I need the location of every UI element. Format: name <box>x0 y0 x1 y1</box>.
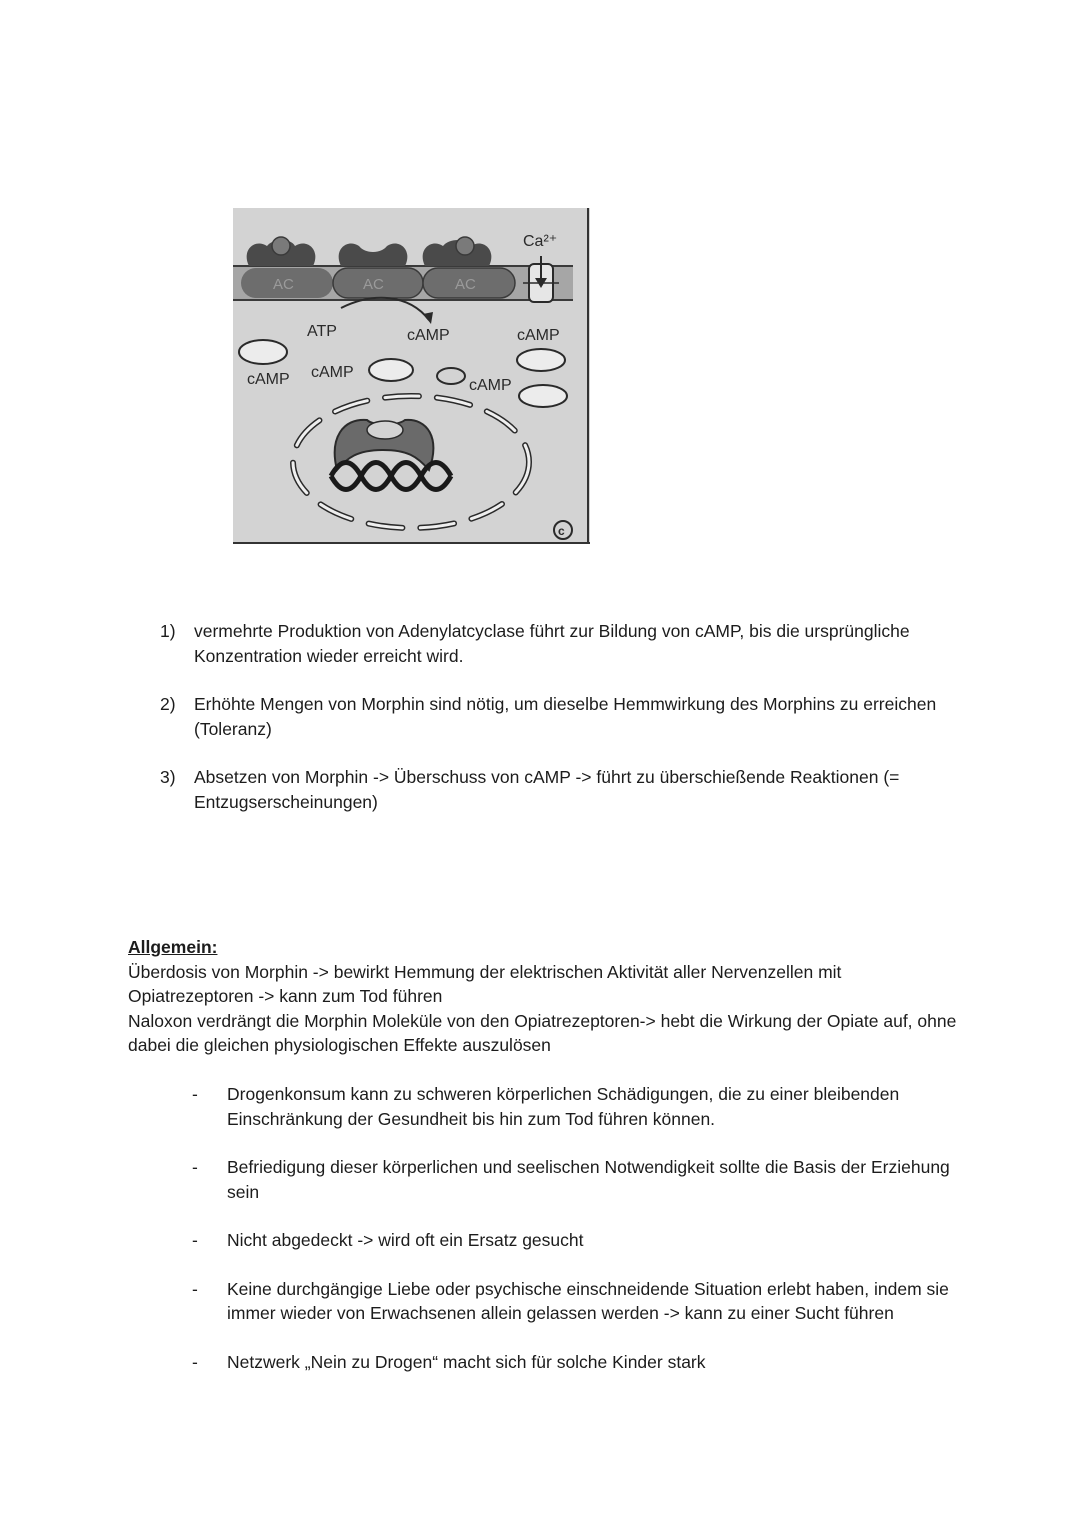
adenylate-cyclase-1 <box>241 268 333 298</box>
ac-label-3: AC <box>455 276 476 293</box>
ac-label-1: AC <box>273 276 294 293</box>
camp-label-left: cAMP <box>247 371 290 388</box>
bullet-text: Netzwerk „Nein zu Drogen“ macht sich für solche Kinder stark <box>227 1351 706 1372</box>
dash-marker: - <box>192 1230 198 1250</box>
item-number: 3) <box>160 767 176 787</box>
item-text: Erhöhte Mengen von Morphin sind nötig, um dieselbe Hemmwirkung des Morphins zu erreichen (Toleranz) <box>194 694 937 739</box>
bullet-text: Keine durchgängige Liebe oder psychische einschneidende Situation erlebt haben, indem sie immer wieder von Erwachsenen allein gelassen werden -> kann zu einer Sucht führen <box>227 1278 949 1323</box>
calcium-label: Ca²⁺ <box>523 233 558 250</box>
bullet-item-1 <box>192 1082 962 1131</box>
camp-oval-right-2 <box>519 385 567 407</box>
camp-label-right: cAMP <box>469 377 512 394</box>
dash-marker: - <box>192 1084 198 1104</box>
bullet-text: Nicht abgedeckt -> wird oft ein Ersatz gesucht <box>227 1230 584 1250</box>
dash-marker: - <box>192 1157 198 1177</box>
bullet-text: Drogenkonsum kann zu schweren körperlichen Schädigungen, die zu einer bleibenden Einschränkung der Gesundheit bis hin zum Tod führen können. <box>227 1084 900 1129</box>
adenylate-cyclase-2 <box>333 268 423 298</box>
atp-label: ATP <box>307 323 337 340</box>
dash-marker: - <box>192 1278 198 1299</box>
bullet-item-5 <box>192 1350 962 1375</box>
general-section <box>128 935 958 1058</box>
bullet-item-3 <box>192 1228 962 1253</box>
adenylate-cyclase-3 <box>423 268 515 298</box>
numbered-item-2 <box>160 692 960 741</box>
camp-label-top-right: cAMP <box>517 327 560 344</box>
item-number: 1) <box>160 621 176 641</box>
copyright-letter: c <box>558 524 565 538</box>
camp-label-top-mid: cAMP <box>407 327 450 344</box>
item-text: Absetzen von Morphin -> Überschuss von cAMP -> führt zu überschießende Reaktionen (= Entzugserscheinungen) <box>194 767 900 812</box>
general-paragraph-1: Überdosis von Morphin -> bewirkt Hemmung der elektrischen Aktivität aller Nervenzellen mit Opiatrezeptoren -> kann zum Tod führen <box>128 961 842 1006</box>
camp-oval-right-1 <box>517 349 565 371</box>
camp-label-mid: cAMP <box>311 364 354 381</box>
dash-marker: - <box>192 1351 198 1372</box>
numbered-explanation-list <box>160 619 960 838</box>
ac-label-2: AC <box>363 276 384 293</box>
item-text: vermehrte Produktion von Adenylatcyclase führt zur Bildung von cAMP, bis die ursprüngliche Konzentration wieder erreicht wird. <box>194 621 910 666</box>
camp-oval-left <box>239 340 287 364</box>
bullet-item-4 <box>192 1277 962 1326</box>
numbered-item-3 <box>160 765 960 814</box>
section-heading: Allgemein: <box>128 937 218 957</box>
numbered-item-1 <box>160 619 960 668</box>
bullet-text: Befriedigung dieser körperlichen und seelischen Notwendigkeit sollte die Basis der Erziehung sein <box>227 1157 950 1202</box>
camp-cell-diagram <box>233 208 590 544</box>
item-number: 2) <box>160 694 176 714</box>
bullet-list <box>192 1082 962 1398</box>
general-paragraph-2: Naloxon verdrängt die Morphin Moleküle von den Opiatrezeptoren-> hebt die Wirkung der Opiate auf, ohne dabei die gleichen physiologischen Effekte auszulösen <box>128 1010 957 1055</box>
camp-oval-mid <box>369 359 413 381</box>
bullet-item-2 <box>192 1155 962 1204</box>
